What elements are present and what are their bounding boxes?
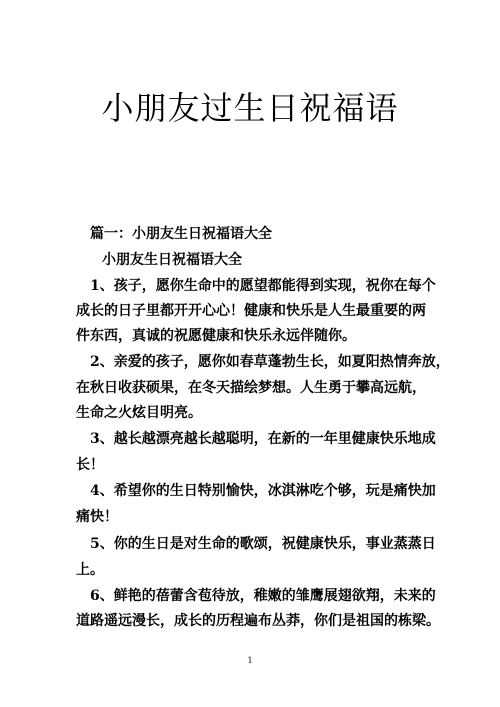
paragraph-6-line-2: 道路遥远漫长，成长的历程遍布丛莽，你们是祖国的栋梁。 <box>76 613 440 629</box>
paragraph-2-line-2: 在秋日收获硕果，在冬天描绘梦想。人生勇于攀高远航， <box>76 380 426 396</box>
paragraph-1-line-1: 1、孩子，愿你生命中的愿望都能得到实现，祝你在每个 <box>90 278 436 294</box>
paragraph-4-line-2: 痛快！ <box>76 509 118 525</box>
sub-heading: 小朋友生日祝福语大全 <box>102 252 242 268</box>
paragraph-2-line-3: 生命之火炫目明亮。 <box>76 405 202 421</box>
paragraph-3-line-1: 3、越长越漂亮越长越聪明，在新的一年里健康快乐地成 <box>90 431 436 447</box>
paragraph-5-line-1: 5、你的生日是对生命的歌颂，祝健康快乐，事业蒸蒸日 <box>90 536 436 552</box>
paragraph-5-line-2: 上。 <box>76 562 104 578</box>
paragraph-1-line-3: 件东西，真诚的祝愿健康和快乐永远伴随你。 <box>76 328 356 344</box>
section-heading: 篇一：小朋友生日祝福语大全 <box>90 226 272 242</box>
paragraph-2-line-1: 2、亲爱的孩子，愿你如春草蓬勃生长，如夏阳热情奔放， <box>90 354 450 370</box>
paragraph-3-line-2: 长！ <box>76 457 104 473</box>
page-number: 1 <box>247 656 253 665</box>
paragraph-4-line-1: 4、希望你的生日特别愉快，冰淇淋吃个够，玩是痛快加 <box>90 483 436 499</box>
document-title: 小朋友过生日祝福语 <box>101 89 399 127</box>
paragraph-6-line-1: 6、鲜艳的蓓蕾含苞待放，稚嫩的雏鹰展翅欲翔，未来的 <box>90 588 436 604</box>
paragraph-1-line-2: 成长的日子里都开开心心！健康和快乐是人生最重要的两 <box>76 303 426 319</box>
